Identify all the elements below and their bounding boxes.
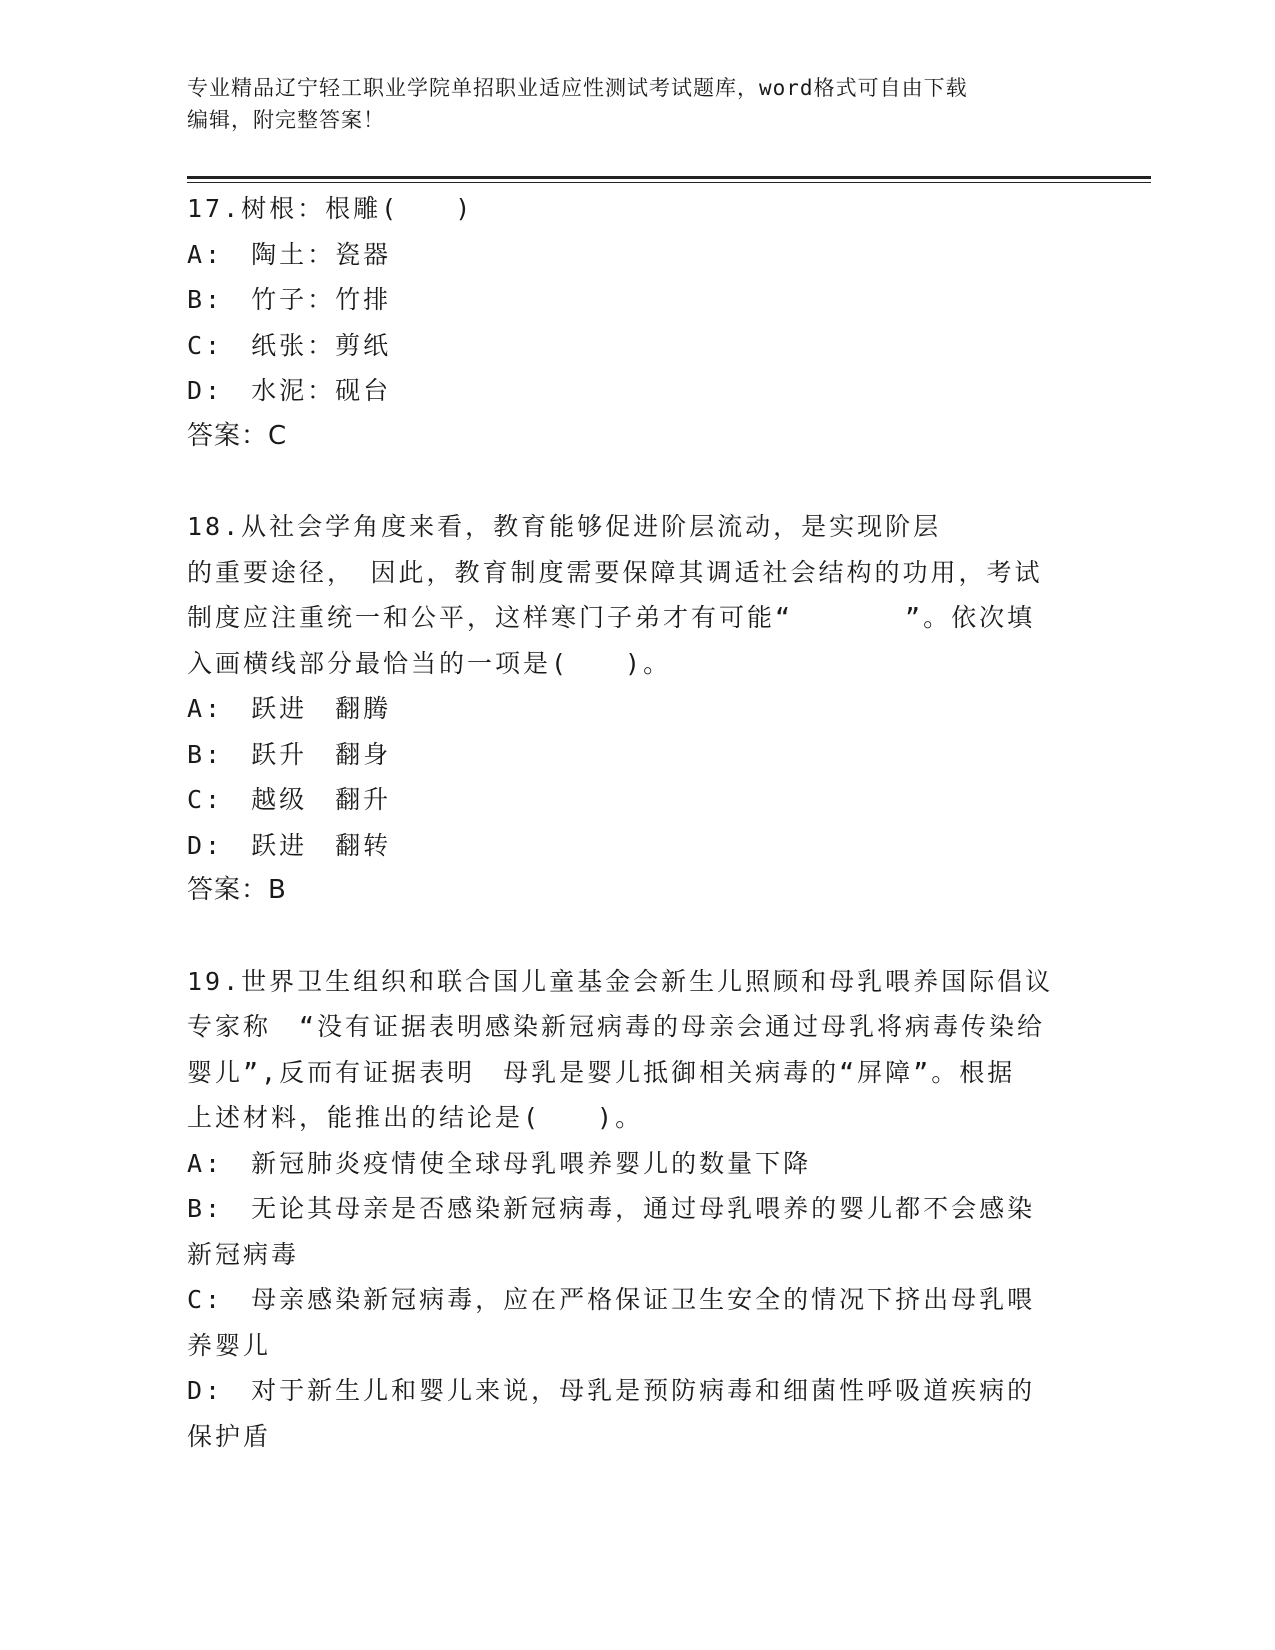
- question-stem-line: 专家称 “没有证据表明感染新冠病毒的母亲会通过母乳将病毒传染给: [187, 1012, 1046, 1041]
- answer-line: 答案：C: [187, 420, 288, 451]
- option-c: C: 母亲感染新冠病毒，应在严格保证卫生安全的情况下挤出母乳喂 养婴儿: [187, 1285, 1036, 1360]
- question-stem: 17.树根：根雕( ): [187, 194, 474, 223]
- question-17: [187, 186, 1077, 459]
- option-c: C: 纸张：剪纸: [187, 330, 392, 360]
- option-a: A: 跃进 翻腾: [187, 694, 392, 723]
- answer-line: 答案：B: [187, 875, 287, 905]
- option-a: A: 新冠肺炎疫情使全球母乳喂养婴儿的数量下降: [187, 1148, 812, 1178]
- question-stem-line: 的重要途径， 因此，教育制度需要保障其调适社会结构的功用，考试: [187, 557, 1043, 587]
- option-d: D: 对于新生儿和婴儿来说，母乳是预防病毒和细菌性呼吸道疾病的 保护盾: [187, 1376, 1036, 1451]
- header-divider-thin: [187, 182, 1151, 183]
- question-stem-line: 上述材料，能推出的结论是( )。: [187, 1103, 644, 1132]
- question-stem-line: 入画横线部分最恰当的一项是( )。: [187, 648, 672, 678]
- option-c: C: 越级 翻升: [187, 785, 392, 814]
- question-stem-line: 制度应注重统一和公平，这样寒门子弟才有可能“ ”。依次填: [187, 603, 1036, 632]
- question-stem-line: 18.从社会学角度来看，教育能够促进阶层流动，是实现阶层: [187, 512, 942, 541]
- header-line-1: 专业精品辽宁轻工职业学院单招职业适应性测试考试题库，word格式可自由下载: [187, 76, 968, 100]
- question-18: [187, 504, 1077, 914]
- question-19: [187, 959, 1077, 1460]
- option-d: D: 跃进 翻转: [187, 830, 392, 860]
- page-header: [187, 72, 1067, 136]
- option-b: B: 跃升 翻身: [187, 739, 392, 769]
- header-divider-thick: [187, 176, 1151, 179]
- question-stem-line: 19.世界卫生组织和联合国儿童基金会新生儿照顾和母乳喂养国际倡议: [187, 966, 1054, 996]
- option-b: B: 竹子：竹排: [187, 285, 392, 314]
- option-d: D: 水泥：砚台: [187, 376, 392, 405]
- option-a: A: 陶土：瓷器: [187, 239, 392, 269]
- question-stem-line: 婴儿”,反而有证据表明 母乳是婴儿抵御相关病毒的“屏障”。根据: [187, 1057, 1016, 1087]
- option-b: B: 无论其母亲是否感染新冠病毒，通过母乳喂养的婴儿都不会感染 新冠病毒: [187, 1194, 1036, 1269]
- question-list: [187, 186, 1077, 1504]
- header-line-2: 编辑，附完整答案！: [187, 108, 385, 132]
